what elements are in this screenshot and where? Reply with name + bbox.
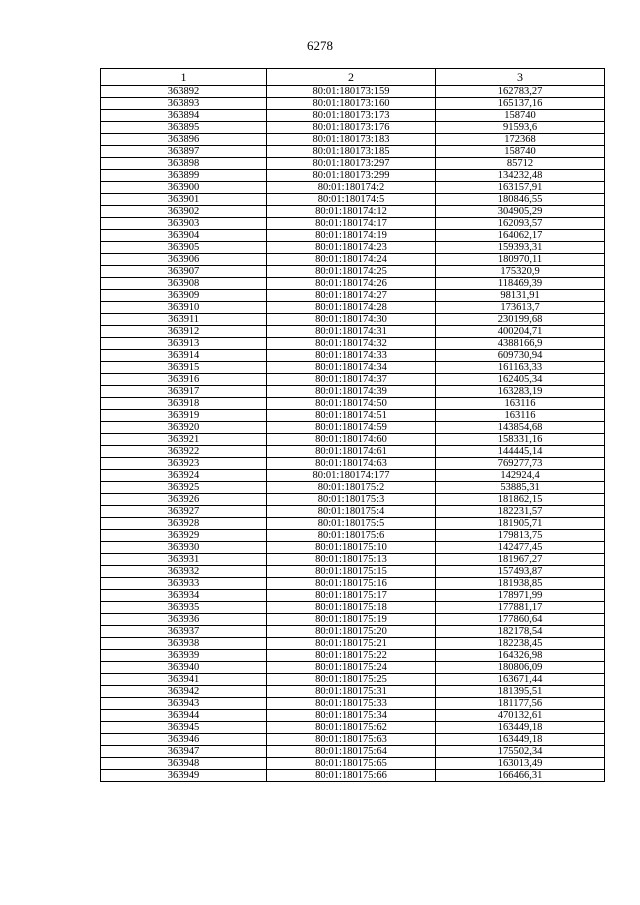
table-row bbox=[101, 158, 605, 170]
row-number-cell: 363940 bbox=[101, 662, 267, 674]
row-number-cell: 363921 bbox=[101, 434, 267, 446]
table-row bbox=[101, 458, 605, 470]
table-row bbox=[101, 698, 605, 710]
row-number-cell: 363929 bbox=[101, 530, 267, 542]
table-row bbox=[101, 194, 605, 206]
table-row bbox=[101, 314, 605, 326]
header-row bbox=[101, 69, 605, 86]
row-number-cell: 363913 bbox=[101, 338, 267, 350]
table-row bbox=[101, 146, 605, 158]
value-cell: 142477,45 bbox=[436, 542, 605, 554]
table-row bbox=[101, 602, 605, 614]
cadastral-number-cell: 80:01:180174:23 bbox=[267, 242, 436, 254]
cadastral-number-cell: 80:01:180175:64 bbox=[267, 746, 436, 758]
row-number-cell: 363900 bbox=[101, 182, 267, 194]
row-number-cell: 363901 bbox=[101, 194, 267, 206]
cadastral-number-cell: 80:01:180174:24 bbox=[267, 254, 436, 266]
table-row bbox=[101, 434, 605, 446]
row-number-cell: 363934 bbox=[101, 590, 267, 602]
value-cell: 162405,34 bbox=[436, 374, 605, 386]
page-number: 6278 bbox=[307, 38, 333, 53]
value-cell: 162093,57 bbox=[436, 218, 605, 230]
value-cell: 182178,54 bbox=[436, 626, 605, 638]
row-number-cell: 363932 bbox=[101, 566, 267, 578]
row-number-cell: 363949 bbox=[101, 770, 267, 782]
row-number-cell: 363922 bbox=[101, 446, 267, 458]
table-row bbox=[101, 542, 605, 554]
value-cell: 158740 bbox=[436, 110, 605, 122]
cadastral-number-cell: 80:01:180173:183 bbox=[267, 134, 436, 146]
cadastral-number-cell: 80:01:180175:4 bbox=[267, 506, 436, 518]
value-cell: 164062,17 bbox=[436, 230, 605, 242]
table-row bbox=[101, 182, 605, 194]
row-number-cell: 363908 bbox=[101, 278, 267, 290]
cadastral-number-cell: 80:01:180174:50 bbox=[267, 398, 436, 410]
row-number-cell: 363946 bbox=[101, 734, 267, 746]
cadastral-number-cell: 80:01:180175:65 bbox=[267, 758, 436, 770]
table-row bbox=[101, 170, 605, 182]
row-number-cell: 363915 bbox=[101, 362, 267, 374]
row-number-cell: 363914 bbox=[101, 350, 267, 362]
table-row bbox=[101, 746, 605, 758]
row-number-cell: 363924 bbox=[101, 470, 267, 482]
row-number-cell: 363937 bbox=[101, 626, 267, 638]
cadastral-number-cell: 80:01:180175:34 bbox=[267, 710, 436, 722]
value-cell: 178971,99 bbox=[436, 590, 605, 602]
cadastral-number-cell: 80:01:180174:32 bbox=[267, 338, 436, 350]
table-row bbox=[101, 338, 605, 350]
value-cell: 159393,31 bbox=[436, 242, 605, 254]
cadastral-number-cell: 80:01:180175:63 bbox=[267, 734, 436, 746]
row-number-cell: 363935 bbox=[101, 602, 267, 614]
table-row bbox=[101, 650, 605, 662]
table-row bbox=[101, 374, 605, 386]
row-number-cell: 363910 bbox=[101, 302, 267, 314]
value-cell: 181862,15 bbox=[436, 494, 605, 506]
value-cell: 4388166,9 bbox=[436, 338, 605, 350]
value-cell: 158331,16 bbox=[436, 434, 605, 446]
value-cell: 163116 bbox=[436, 398, 605, 410]
row-number-cell: 363897 bbox=[101, 146, 267, 158]
table-row bbox=[101, 422, 605, 434]
cadastral-number-cell: 80:01:180174:63 bbox=[267, 458, 436, 470]
value-cell: 163283,19 bbox=[436, 386, 605, 398]
table-header bbox=[101, 69, 605, 86]
cadastral-number-cell: 80:01:180175:17 bbox=[267, 590, 436, 602]
cadastral-number-cell: 80:01:180174:59 bbox=[267, 422, 436, 434]
cadastral-number-cell: 80:01:180174:30 bbox=[267, 314, 436, 326]
value-cell: 53885,31 bbox=[436, 482, 605, 494]
value-cell: 177860,64 bbox=[436, 614, 605, 626]
cadastral-number-cell: 80:01:180174:177 bbox=[267, 470, 436, 482]
row-number-cell: 363905 bbox=[101, 242, 267, 254]
cadastral-number-cell: 80:01:180174:25 bbox=[267, 266, 436, 278]
row-number-cell: 363936 bbox=[101, 614, 267, 626]
row-number-cell: 363904 bbox=[101, 230, 267, 242]
value-cell: 163449,18 bbox=[436, 722, 605, 734]
value-cell: 609730,94 bbox=[436, 350, 605, 362]
cadastral-number-cell: 80:01:180175:62 bbox=[267, 722, 436, 734]
table-row bbox=[101, 134, 605, 146]
row-number-cell: 363920 bbox=[101, 422, 267, 434]
column-header-2: 2 bbox=[267, 69, 436, 86]
cadastral-number-cell: 80:01:180174:51 bbox=[267, 410, 436, 422]
value-cell: 165137,16 bbox=[436, 98, 605, 110]
value-cell: 85712 bbox=[436, 158, 605, 170]
cadastral-number-cell: 80:01:180173:297 bbox=[267, 158, 436, 170]
table-row bbox=[101, 122, 605, 134]
table-row bbox=[101, 494, 605, 506]
row-number-cell: 363902 bbox=[101, 206, 267, 218]
cadastral-number-cell: 80:01:180174:19 bbox=[267, 230, 436, 242]
table-row bbox=[101, 626, 605, 638]
row-number-cell: 363919 bbox=[101, 410, 267, 422]
table-row bbox=[101, 350, 605, 362]
table-row bbox=[101, 470, 605, 482]
cadastral-number-cell: 80:01:180173:159 bbox=[267, 86, 436, 98]
row-number-cell: 363927 bbox=[101, 506, 267, 518]
table-row bbox=[101, 554, 605, 566]
row-number-cell: 363893 bbox=[101, 98, 267, 110]
value-cell: 769277,73 bbox=[436, 458, 605, 470]
cadastral-number-cell: 80:01:180174:61 bbox=[267, 446, 436, 458]
table-row bbox=[101, 482, 605, 494]
cadastral-number-cell: 80:01:180174:39 bbox=[267, 386, 436, 398]
table-body bbox=[101, 86, 605, 782]
row-number-cell: 363895 bbox=[101, 122, 267, 134]
cadastral-number-cell: 80:01:180173:160 bbox=[267, 98, 436, 110]
row-number-cell: 363933 bbox=[101, 578, 267, 590]
table-row bbox=[101, 290, 605, 302]
row-number-cell: 363926 bbox=[101, 494, 267, 506]
cadastral-number-cell: 80:01:180174:28 bbox=[267, 302, 436, 314]
cadastral-number-cell: 80:01:180175:31 bbox=[267, 686, 436, 698]
cadastral-number-cell: 80:01:180174:2 bbox=[267, 182, 436, 194]
table-row bbox=[101, 614, 605, 626]
row-number-cell: 363916 bbox=[101, 374, 267, 386]
table-row bbox=[101, 266, 605, 278]
row-number-cell: 363944 bbox=[101, 710, 267, 722]
value-cell: 163116 bbox=[436, 410, 605, 422]
value-cell: 164326,98 bbox=[436, 650, 605, 662]
table-row bbox=[101, 662, 605, 674]
value-cell: 162783,27 bbox=[436, 86, 605, 98]
cadastral-number-cell: 80:01:180175:19 bbox=[267, 614, 436, 626]
value-cell: 157493,87 bbox=[436, 566, 605, 578]
cadastral-number-cell: 80:01:180175:2 bbox=[267, 482, 436, 494]
row-number-cell: 363917 bbox=[101, 386, 267, 398]
value-cell: 181938,85 bbox=[436, 578, 605, 590]
cadastral-number-cell: 80:01:180175:21 bbox=[267, 638, 436, 650]
row-number-cell: 363938 bbox=[101, 638, 267, 650]
value-cell: 304905,29 bbox=[436, 206, 605, 218]
table-row bbox=[101, 446, 605, 458]
cadastral-number-cell: 80:01:180175:25 bbox=[267, 674, 436, 686]
value-cell: 180846,55 bbox=[436, 194, 605, 206]
table-row bbox=[101, 578, 605, 590]
table-row bbox=[101, 110, 605, 122]
cadastral-number-cell: 80:01:180175:10 bbox=[267, 542, 436, 554]
row-number-cell: 363941 bbox=[101, 674, 267, 686]
table-row bbox=[101, 362, 605, 374]
table-row bbox=[101, 398, 605, 410]
value-cell: 175502,34 bbox=[436, 746, 605, 758]
table-row bbox=[101, 638, 605, 650]
cadastral-number-cell: 80:01:180174:37 bbox=[267, 374, 436, 386]
row-number-cell: 363899 bbox=[101, 170, 267, 182]
row-number-cell: 363947 bbox=[101, 746, 267, 758]
row-number-cell: 363931 bbox=[101, 554, 267, 566]
table-row bbox=[101, 530, 605, 542]
column-header-3: 3 bbox=[436, 69, 605, 86]
table-row bbox=[101, 506, 605, 518]
row-number-cell: 363942 bbox=[101, 686, 267, 698]
table-row bbox=[101, 242, 605, 254]
table-row bbox=[101, 410, 605, 422]
value-cell: 182238,45 bbox=[436, 638, 605, 650]
cadastral-number-cell: 80:01:180174:17 bbox=[267, 218, 436, 230]
row-number-cell: 363896 bbox=[101, 134, 267, 146]
table-row bbox=[101, 734, 605, 746]
table-row bbox=[101, 758, 605, 770]
table-row bbox=[101, 770, 605, 782]
row-number-cell: 363903 bbox=[101, 218, 267, 230]
row-number-cell: 363909 bbox=[101, 290, 267, 302]
cadastral-number-cell: 80:01:180173:299 bbox=[267, 170, 436, 182]
row-number-cell: 363923 bbox=[101, 458, 267, 470]
table-row bbox=[101, 590, 605, 602]
value-cell: 175320,9 bbox=[436, 266, 605, 278]
table-row bbox=[101, 686, 605, 698]
cadastral-number-cell: 80:01:180175:16 bbox=[267, 578, 436, 590]
cadastral-number-cell: 80:01:180175:66 bbox=[267, 770, 436, 782]
cadastral-number-cell: 80:01:180174:33 bbox=[267, 350, 436, 362]
value-cell: 163013,49 bbox=[436, 758, 605, 770]
row-number-cell: 363939 bbox=[101, 650, 267, 662]
row-number-cell: 363912 bbox=[101, 326, 267, 338]
column-header-1: 1 bbox=[101, 69, 267, 86]
table-row bbox=[101, 722, 605, 734]
value-cell: 161163,33 bbox=[436, 362, 605, 374]
value-cell: 182231,57 bbox=[436, 506, 605, 518]
row-number-cell: 363894 bbox=[101, 110, 267, 122]
table-row bbox=[101, 302, 605, 314]
value-cell: 118469,39 bbox=[436, 278, 605, 290]
table-row bbox=[101, 326, 605, 338]
cadastral-number-cell: 80:01:180174:5 bbox=[267, 194, 436, 206]
value-cell: 163157,91 bbox=[436, 182, 605, 194]
table-row bbox=[101, 674, 605, 686]
cadastral-number-cell: 80:01:180175:18 bbox=[267, 602, 436, 614]
value-cell: 177881,17 bbox=[436, 602, 605, 614]
value-cell: 181967,27 bbox=[436, 554, 605, 566]
table-row bbox=[101, 206, 605, 218]
row-number-cell: 363906 bbox=[101, 254, 267, 266]
table-row bbox=[101, 218, 605, 230]
cadastral-number-cell: 80:01:180175:6 bbox=[267, 530, 436, 542]
value-cell: 230199,68 bbox=[436, 314, 605, 326]
row-number-cell: 363928 bbox=[101, 518, 267, 530]
row-number-cell: 363945 bbox=[101, 722, 267, 734]
row-number-cell: 363898 bbox=[101, 158, 267, 170]
value-cell: 91593,6 bbox=[436, 122, 605, 134]
row-number-cell: 363911 bbox=[101, 314, 267, 326]
table-row bbox=[101, 518, 605, 530]
value-cell: 179813,75 bbox=[436, 530, 605, 542]
value-cell: 163671,44 bbox=[436, 674, 605, 686]
value-cell: 180806,09 bbox=[436, 662, 605, 674]
value-cell: 142924,4 bbox=[436, 470, 605, 482]
cadastral-number-cell: 80:01:180174:31 bbox=[267, 326, 436, 338]
table-row bbox=[101, 86, 605, 98]
cadastral-number-cell: 80:01:180173:176 bbox=[267, 122, 436, 134]
cadastral-number-cell: 80:01:180175:33 bbox=[267, 698, 436, 710]
cadastral-number-cell: 80:01:180174:26 bbox=[267, 278, 436, 290]
table-row bbox=[101, 386, 605, 398]
value-cell: 158740 bbox=[436, 146, 605, 158]
value-cell: 166466,31 bbox=[436, 770, 605, 782]
data-table bbox=[100, 68, 605, 782]
value-cell: 181905,71 bbox=[436, 518, 605, 530]
value-cell: 98131,91 bbox=[436, 290, 605, 302]
cadastral-number-cell: 80:01:180175:15 bbox=[267, 566, 436, 578]
cadastral-number-cell: 80:01:180173:173 bbox=[267, 110, 436, 122]
row-number-cell: 363930 bbox=[101, 542, 267, 554]
row-number-cell: 363918 bbox=[101, 398, 267, 410]
cadastral-number-cell: 80:01:180174:34 bbox=[267, 362, 436, 374]
table-row bbox=[101, 254, 605, 266]
table-row bbox=[101, 230, 605, 242]
value-cell: 173613,7 bbox=[436, 302, 605, 314]
cadastral-number-cell: 80:01:180174:27 bbox=[267, 290, 436, 302]
table-row bbox=[101, 278, 605, 290]
cadastral-number-cell: 80:01:180175:22 bbox=[267, 650, 436, 662]
value-cell: 144445,14 bbox=[436, 446, 605, 458]
value-cell: 180970,11 bbox=[436, 254, 605, 266]
table-row bbox=[101, 566, 605, 578]
table-row bbox=[101, 98, 605, 110]
cadastral-number-cell: 80:01:180175:24 bbox=[267, 662, 436, 674]
row-number-cell: 363925 bbox=[101, 482, 267, 494]
value-cell: 143854,68 bbox=[436, 422, 605, 434]
cadastral-number-cell: 80:01:180175:13 bbox=[267, 554, 436, 566]
value-cell: 134232,48 bbox=[436, 170, 605, 182]
cadastral-number-cell: 80:01:180175:20 bbox=[267, 626, 436, 638]
value-cell: 181177,56 bbox=[436, 698, 605, 710]
value-cell: 172368 bbox=[436, 134, 605, 146]
cadastral-number-cell: 80:01:180175:5 bbox=[267, 518, 436, 530]
value-cell: 163449,18 bbox=[436, 734, 605, 746]
row-number-cell: 363892 bbox=[101, 86, 267, 98]
value-cell: 400204,71 bbox=[436, 326, 605, 338]
value-cell: 181395,51 bbox=[436, 686, 605, 698]
cadastral-number-cell: 80:01:180175:3 bbox=[267, 494, 436, 506]
cadastral-number-cell: 80:01:180174:60 bbox=[267, 434, 436, 446]
cadastral-number-cell: 80:01:180174:12 bbox=[267, 206, 436, 218]
row-number-cell: 363943 bbox=[101, 698, 267, 710]
cadastral-number-cell: 80:01:180173:185 bbox=[267, 146, 436, 158]
row-number-cell: 363907 bbox=[101, 266, 267, 278]
row-number-cell: 363948 bbox=[101, 758, 267, 770]
value-cell: 470132,61 bbox=[436, 710, 605, 722]
table-row bbox=[101, 710, 605, 722]
